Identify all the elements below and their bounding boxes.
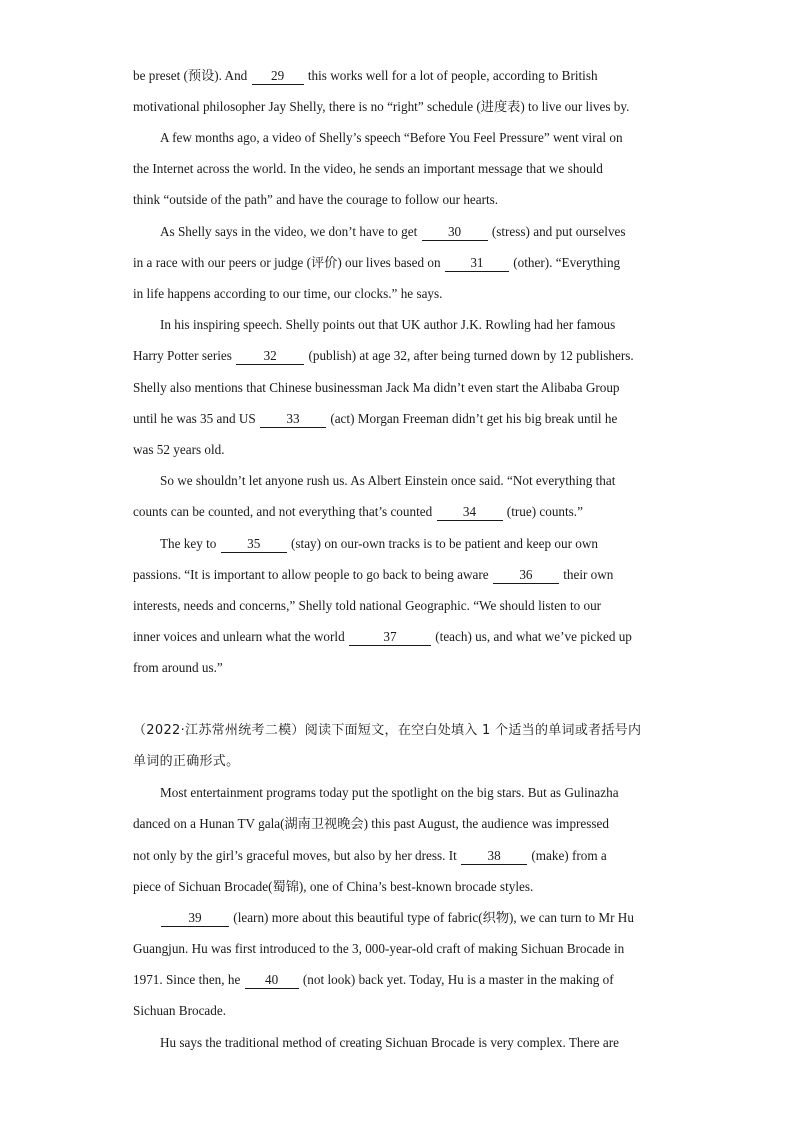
text-line: Sichuan Brocade. bbox=[133, 1003, 227, 1018]
text-line: counts can be counted, and not everything that’s counted 34 (true) counts.” bbox=[133, 504, 583, 519]
text-line: motivational philosopher Jay Shelly, there is no “right” schedule (进度表) to live our lives by. bbox=[133, 99, 630, 114]
answer-blank-37[interactable]: 37 bbox=[349, 630, 431, 646]
paragraph-start-line: In his inspiring speech. Shelly points out that UK author J.K. Rowling had her famous bbox=[160, 317, 616, 332]
paragraph-start-line: Hu says the traditional method of creating Sichuan Brocade is very complex. There are bbox=[160, 1035, 619, 1050]
text-line: passions. “It is important to allow people to go back to being aware 36 their own bbox=[133, 567, 614, 582]
section-heading: 单词的正确形式。 bbox=[133, 754, 240, 769]
text-line: inner voices and unlearn what the world 37 (teach) us, and what we’ve picked up bbox=[133, 629, 632, 644]
paragraph-start-line: A few months ago, a video of Shelly’s speech “Before You Feel Pressure” went viral on bbox=[160, 130, 623, 145]
answer-blank-35[interactable]: 35 bbox=[221, 537, 287, 553]
paragraph-start-line: So we shouldn’t let anyone rush us. As Albert Einstein once said. “Not everything that bbox=[160, 473, 616, 488]
text-line: Harry Potter series 32 (publish) at age 32, after being turned down by 12 publishers. bbox=[133, 348, 634, 363]
text-line: piece of Sichuan Brocade(蜀锦), one of China’s best-known brocade styles. bbox=[133, 879, 534, 894]
paragraph-start-line: Most entertainment programs today put the spotlight on the big stars. But as Gulinazha bbox=[160, 785, 619, 800]
text-line: until he was 35 and US 33 (act) Morgan Freeman didn’t get his big break until he bbox=[133, 411, 618, 426]
text-line: think “outside of the path” and have the courage to follow our hearts. bbox=[133, 192, 499, 207]
answer-blank-32[interactable]: 32 bbox=[236, 349, 304, 365]
text-line: in life happens according to our time, our clocks.” he says. bbox=[133, 286, 443, 301]
answer-blank-30[interactable]: 30 bbox=[422, 225, 488, 241]
answer-blank-29[interactable]: 29 bbox=[252, 69, 304, 85]
text-line: not only by the girl’s graceful moves, but also by her dress. It 38 (make) from a bbox=[133, 848, 607, 863]
answer-blank-33[interactable]: 33 bbox=[260, 412, 326, 428]
text-line: 1971. Since then, he 40 (not look) back yet. Today, Hu is a master in the making of bbox=[133, 972, 614, 987]
answer-blank-40[interactable]: 40 bbox=[245, 973, 299, 989]
text-line: the Internet across the world. In the video, he sends an important message that we should bbox=[133, 161, 603, 176]
text-line: from around us.” bbox=[133, 660, 223, 675]
text-line: Guangjun. Hu was first introduced to the 3, 000-year-old craft of making Sichuan Brocade in bbox=[133, 941, 625, 956]
paragraph-start-line: The key to 35 (stay) on our-own tracks is to be patient and keep our own bbox=[160, 536, 598, 551]
paragraph-start-line: As Shelly says in the video, we don’t have to get 30 (stress) and put ourselves bbox=[160, 224, 626, 239]
paragraph-start-line: 39 (learn) more about this beautiful type of fabric(织物), we can turn to Mr Hu bbox=[160, 910, 634, 927]
answer-blank-31[interactable]: 31 bbox=[445, 256, 509, 272]
answer-blank-39[interactable]: 39 bbox=[161, 911, 229, 927]
text-line: was 52 years old. bbox=[133, 442, 225, 457]
answer-blank-34[interactable]: 34 bbox=[437, 505, 503, 521]
answer-blank-38[interactable]: 38 bbox=[461, 849, 527, 865]
text-line: be preset (预设). And 29 this works well for a lot of people, according to British bbox=[133, 68, 598, 83]
text-line: interests, needs and concerns,” Shelly told national Geographic. “We should listen to our bbox=[133, 598, 602, 613]
text-line: danced on a Hunan TV gala(湖南卫视晚会) this past August, the audience was impressed bbox=[133, 816, 609, 831]
text-line: Shelly also mentions that Chinese businessman Jack Ma didn’t even start the Alibaba Group bbox=[133, 380, 620, 395]
text-line: in a race with our peers or judge (评价) our lives based on 31 (other). “Everything bbox=[133, 255, 621, 270]
answer-blank-36[interactable]: 36 bbox=[493, 568, 559, 584]
section-heading: （2022·江苏常州统考二模）阅读下面短文，在空白处填入 1 个适当的单词或者括号内 bbox=[133, 723, 642, 738]
